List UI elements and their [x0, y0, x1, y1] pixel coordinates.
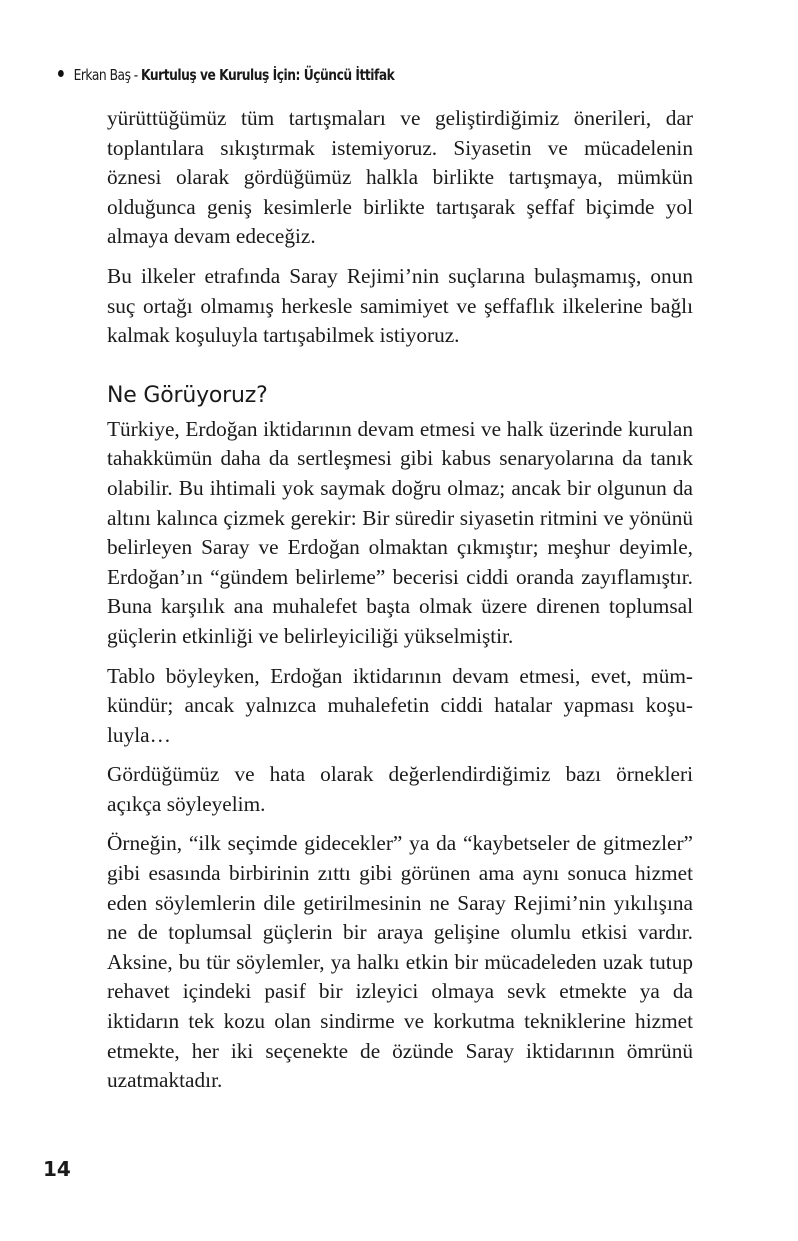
paragraph: Tablo böyleyken, Erdoğan iktidarının devam etmesi, evet, mümkündür; ancak yalnızca muhalefetin ciddi hatalar yapması koşuluyla… [107, 663, 693, 747]
paragraph: yürüttüğümüz tüm tartışmaları ve geliştirdiğimiz önerileri, dar toplantılara sıkıştırmak istemiyoruz. Siyasetin ve mücadelenin öznesi olarak gördüğümüz halkla birlikte tartışmaya, mümkün olduğunca geniş kesimlerle birlikte tartışarak şeffaf biçimde yol almaya devam edeceğiz. [107, 106, 693, 249]
header-book-title: Kurtuluş ve Kuruluş İçin: Üçüncü İttifak [141, 66, 395, 84]
page-body [107, 104, 693, 1106]
header-author: Erkan Baş [73, 66, 131, 84]
paragraph: Örneğin, “ilk seçimde gidecekler” ya da “kaybetseler de gitmezler” gibi esasında birbirinin zıttı gibi görünen ama aynı sonuca hizmet eden söylemlerin dile getirilmesinin ne Saray Rejimi’nin yıkılışına ne de toplumsal güçlerin bir araya gelişine olumlu etkisi vardır. Aksine, bu tür söylemler, ya halkı etkin bir mücadeleden uzak tutup rehavet içindeki pasif bir izleyici olmaya sevk etmekte ya da iktidarın tek kozu olan sindirme ve korkutma tekniklerine hizmet etmekte, her iki seçenekte de özünde Saray iktidarının ömrünü uzatmaktadır. [107, 831, 693, 1093]
bullet-icon [58, 70, 64, 77]
paragraph: Gördüğümüz ve hata olarak değerlendirdiğimiz bazı örnekleri açıkça söyleyelim. [107, 762, 693, 816]
running-header [58, 64, 394, 86]
paragraph: Bu ilkeler etrafında Saray Rejimi’nin suçlarına bulaşmamış, onun suç ortağı olmamış herkesle samimiyet ve şeffaflık ilkelerine bağlı kalmak koşuluyla tartışabilmek istiyoruz. [107, 263, 693, 348]
header-separator: - [133, 66, 138, 84]
page-number: 14 [43, 1157, 71, 1181]
paragraph: Türkiye, Erdoğan iktidarının devam etmesi ve halk üzerinde kurulan tahakkümün daha da sertleşmesi gibi kabus senaryolarına da tanık olabilir. Bu ihtimali yok saymak doğru olmaz; ancak bir olgunun da altını kalınca çizmek gerekir: Bir süredir siyasetin ritmini ve yönünü belirleyen Saray ve Erdoğan olmaktan çıkmıştır; meşhur deyimle, Erdoğan’ın “gündem belirleme” becerisi ciddi oranda zayıflamıştır. Buna karşılık ana muhalefet başta olmak üzere direnen toplumsal güçlerin etkinliği ve belirleyiciliği yükselmiştir. [107, 416, 693, 648]
section-heading: Ne Görüyoruz? [107, 382, 268, 408]
